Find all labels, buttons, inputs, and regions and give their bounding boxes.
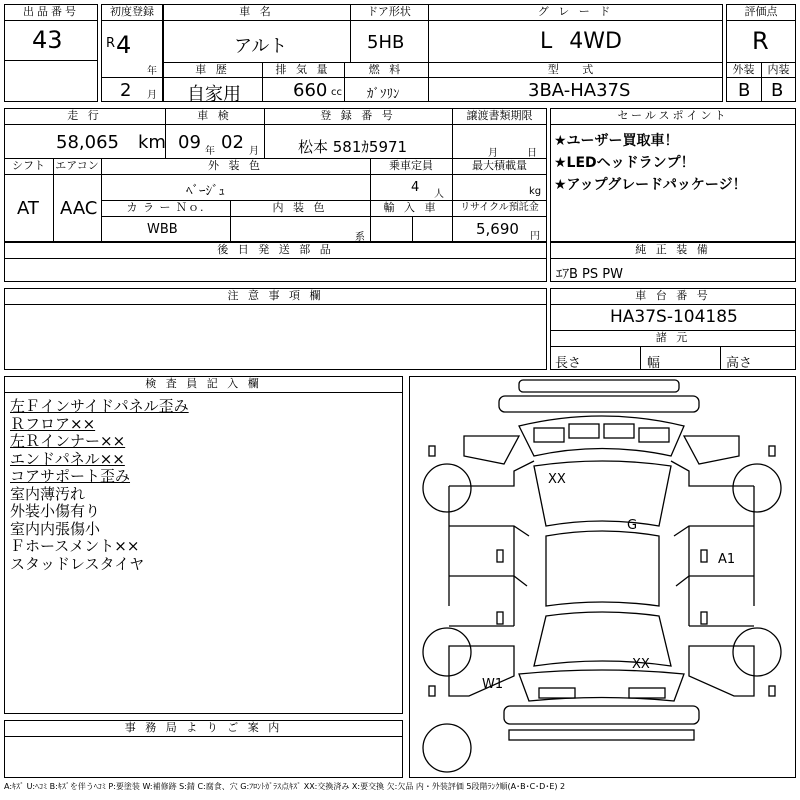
- reg-year: 4: [116, 31, 132, 59]
- reg-month: 2: [120, 80, 132, 101]
- ac-label: エアコン: [55, 159, 99, 172]
- ext-color-value: ﾍﾞｰｼﾞｭ: [186, 184, 225, 199]
- diagram-mark-rear: XX: [632, 657, 650, 672]
- length-label: 長さ: [555, 356, 582, 371]
- sales-points-label: セールスポイント: [617, 109, 729, 122]
- recycle-value: 5,690: [476, 220, 519, 238]
- diagram-mark-left-rear: W1: [482, 677, 504, 692]
- color-no-label: カ ラ ー Ｎｏ.: [126, 201, 205, 214]
- inspection-label: 車 検: [197, 109, 232, 122]
- grade-value: L 4WD: [540, 29, 622, 54]
- grade-label: グ レ ー ド: [537, 5, 614, 18]
- legend-text: A:ｷｽﾞ U:ﾍｺﾐ B:ｷｽﾞを伴うﾍｺﾐ P:要塗装 W:補修跡 S:錆 C:腐食、穴 G:ﾌﾛﾝﾄｶﾞﾗｽ点ｷｽﾞ XX:交換済み X:要交換 欠:欠品 内・外装評価 5段階ﾗﾝｸ順(A･B･C･D･E) 2: [4, 782, 566, 791]
- remark-line: 室内内張傷小: [10, 519, 101, 538]
- shift-value: AT: [17, 198, 39, 219]
- overall-score: R: [752, 27, 769, 55]
- diagram-mark-hood: XX: [548, 472, 566, 487]
- transfer-month-unit: 月: [488, 148, 498, 159]
- remark-line: 左Ｆインサイドパネル歪み: [10, 397, 189, 415]
- dimensions-label: 諸 元: [655, 331, 691, 344]
- history-label: 車 歴: [195, 63, 230, 76]
- history-value: 自家用: [187, 84, 241, 105]
- sales-point-2: ★LEDヘッドランプ！: [554, 155, 695, 171]
- ext-grade-label: 外装: [732, 63, 755, 76]
- equipment-label: 純 正 装 備: [635, 243, 711, 256]
- model-code: 3BA-HA37S: [528, 80, 631, 101]
- ext-grade-value: B: [738, 80, 751, 101]
- inspector-label: 検 査 員 記 入 欄: [145, 377, 262, 390]
- year-unit: 年: [147, 66, 157, 77]
- inspection-year-unit: 年: [205, 146, 215, 157]
- displacement-label: 排 気 量: [275, 63, 331, 76]
- displacement-value: 660: [293, 80, 328, 101]
- remark-line: 左Ｒインナー××: [10, 432, 126, 450]
- sales-point-3: ★アップグレードパッケージ！: [554, 177, 747, 193]
- model-label: 型 式: [547, 63, 604, 76]
- height-label: 高さ: [726, 356, 753, 371]
- ext-color-label: 外 装 色: [208, 159, 263, 172]
- remark-line: 室内薄汚れ: [10, 484, 86, 503]
- inspection-year: 09: [178, 132, 201, 153]
- era: R: [106, 36, 116, 51]
- month-unit: 月: [147, 90, 157, 101]
- fuel-label: 燃 料: [368, 63, 404, 76]
- int-grade-value: B: [771, 80, 784, 101]
- int-color-label: 内 装 色: [272, 201, 328, 214]
- width-label: 幅: [647, 356, 661, 371]
- shift-label: シフト: [12, 159, 45, 172]
- mileage-label: 走 行: [67, 109, 102, 122]
- transfer-label: 譲渡書類期限: [466, 109, 533, 122]
- car-body-diagram: [409, 376, 796, 778]
- remark-line: エンドパネル××: [10, 449, 125, 468]
- later-parts-label: 後 日 発 送 部 品: [217, 243, 334, 256]
- inspection-month: 02: [221, 132, 244, 153]
- color-no-value: WBB: [147, 222, 178, 237]
- mileage-row: [4, 108, 547, 242]
- capacity-label: 乗車定員: [389, 159, 433, 172]
- sales-point-1: ★ユーザー買取車！: [554, 133, 679, 149]
- load-label: 最大積載量: [472, 159, 527, 172]
- import-label: 輸 入 車: [383, 201, 439, 214]
- ac-value: AAC: [60, 198, 98, 219]
- car-name: アルト: [234, 36, 288, 57]
- remark-line: Ｒフロア××: [10, 414, 96, 433]
- notes-label: 注 意 事 項 欄: [227, 289, 324, 302]
- equipment-value: ｴｱB PS PW: [556, 267, 623, 282]
- int-grade-label: 内装: [767, 63, 790, 76]
- remark-line: スタッドレスタイヤ: [10, 554, 145, 573]
- remark-line: コアサポート歪み: [10, 467, 131, 485]
- recycle-label: リサイクル預託金: [460, 202, 539, 213]
- inspection-month-unit: 月: [249, 146, 259, 157]
- first-reg-label: 初度登録: [110, 5, 154, 18]
- int-color-unit: 系: [355, 232, 365, 243]
- remark-line: Ｆホースメント××: [10, 537, 140, 555]
- load-unit: kg: [529, 186, 542, 197]
- lot-label: 出品番号: [23, 5, 79, 18]
- reg-no-value: 松本 581ｶ5971: [298, 138, 408, 156]
- remark-line: 外装小傷有り: [10, 502, 101, 520]
- door-label: ドア形状: [367, 5, 411, 18]
- recycle-unit: 円: [530, 231, 540, 242]
- diagram-mark-right-door: A1: [718, 552, 736, 567]
- fuel-value: ｶﾞｿﾘﾝ: [367, 87, 400, 102]
- mileage-value: 58,065: [56, 132, 119, 153]
- lot-number: 43: [32, 26, 63, 54]
- transfer-day-unit: 日: [527, 148, 537, 159]
- displacement-unit: cc: [331, 87, 342, 98]
- office-label: 事 務 局 よ り ご 案 内: [124, 721, 283, 734]
- score-label: 評価点: [744, 5, 778, 18]
- chassis-number: HA37S-104185: [610, 307, 738, 327]
- mileage-unit: km: [138, 132, 166, 153]
- chassis-label: 車 台 番 号: [635, 289, 711, 302]
- car-name-label: 車 名: [239, 5, 274, 18]
- diagram-mark-roof: G: [627, 518, 638, 533]
- capacity-unit: 人: [434, 189, 444, 200]
- reg-no-label: 登 録 番 号: [320, 109, 396, 122]
- capacity-value: 4: [411, 180, 420, 195]
- door-type: 5HB: [367, 32, 405, 53]
